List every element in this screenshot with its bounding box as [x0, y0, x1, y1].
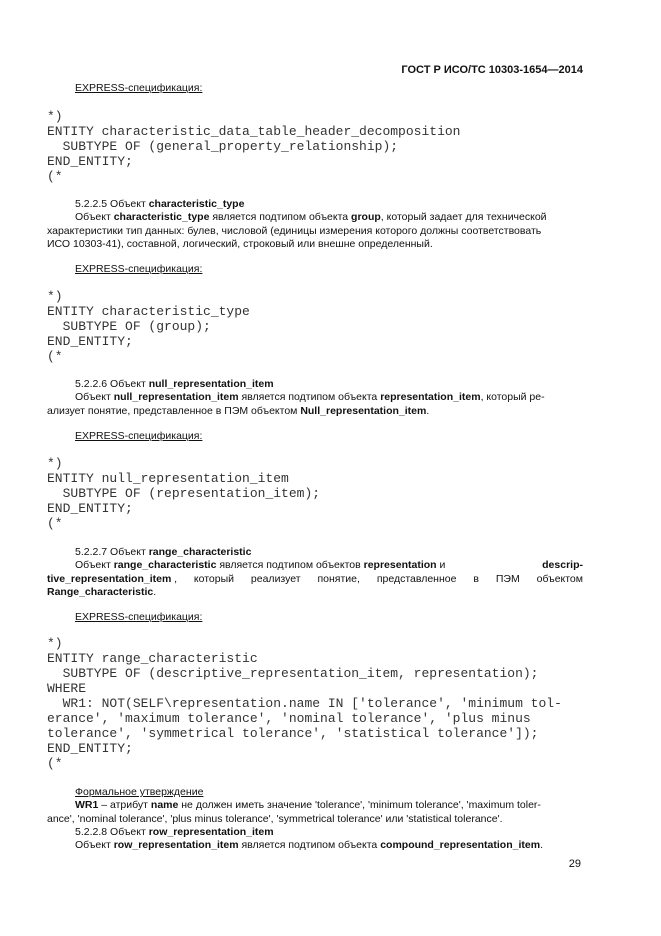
- formal-statement-label: Формальное утверждение: [75, 786, 204, 798]
- code-line: tolerance', 'symmetrical tolerance', 'statistical tolerance']);: [47, 726, 539, 741]
- code-line: ENTITY characteristic_data_table_header_decomposition: [47, 124, 461, 139]
- section-heading: 5.2.2.8 Объект row_representation_item: [75, 826, 274, 838]
- document-header: ГОСТ Р ИСО/ТС 10303-1654—2014: [401, 64, 583, 76]
- code-line: SUBTYPE OF (general_property_relationship);: [47, 139, 399, 154]
- express-label: EXPRESS-спецификация:: [75, 82, 203, 94]
- express-label: EXPRESS-спецификация:: [75, 263, 203, 275]
- page-number: 29: [568, 858, 581, 870]
- code-line: (*: [47, 756, 63, 771]
- code-line: WR1: NOT(SELF\representation.name IN ['tolerance', 'minimum tol-: [47, 696, 562, 711]
- code-line: SUBTYPE OF (representation_item);: [47, 486, 321, 501]
- section-heading: 5.2.2.7 Объект range_characteristic: [75, 546, 252, 558]
- express-label: EXPRESS-спецификация:: [75, 430, 203, 442]
- code-line: END_ENTITY;: [47, 334, 133, 349]
- code-line: SUBTYPE OF (descriptive_representation_item, representation);: [47, 666, 539, 681]
- code-line: ENTITY characteristic_type: [47, 304, 250, 319]
- code-line: (*: [47, 349, 63, 364]
- code-line: END_ENTITY;: [47, 741, 133, 756]
- code-line: *): [47, 636, 63, 651]
- code-line: (*: [47, 516, 63, 531]
- code-line: ENTITY range_characteristic: [47, 651, 258, 666]
- code-line: *): [47, 456, 63, 471]
- code-line: (*: [47, 169, 63, 184]
- paragraph: Объект range_characteristic является подтипом объектов representation и descrip- tive_representation_item , который реализует понятие, представленное в ПЭМ объектом Range_characteristic.: [47, 559, 583, 598]
- paragraph: Объект null_representation_item является подтипом объекта representation_item, который ре- ализует понятие, представленное в ПЭМ объектом Null_representation_item.: [47, 391, 545, 417]
- code-line: END_ENTITY;: [47, 154, 133, 169]
- section-heading: 5.2.2.6 Объект null_representation_item: [75, 378, 274, 390]
- code-line: SUBTYPE OF (group);: [47, 319, 211, 334]
- code-line: WHERE: [47, 681, 87, 696]
- code-line: erance', 'maximum tolerance', 'nominal tolerance', 'plus minus: [47, 711, 531, 726]
- section-heading: 5.2.2.5 Объект characteristic_type: [75, 198, 245, 210]
- code-line: ENTITY null_representation_item: [47, 471, 289, 486]
- formal-statement: WR1 – атрибут name не должен иметь значение 'tolerance', 'minimum tolerance', 'maximum toler- ance', 'nominal tolerance', 'plus minus tolerance', 'symmetrical tolerance' или 'statistical tolerance'.: [47, 799, 541, 825]
- express-label: EXPRESS-спецификация:: [75, 611, 203, 623]
- paragraph: Объект row_representation_item является подтипом объекта compound_representation_item.: [75, 839, 543, 851]
- code-line: *): [47, 109, 63, 124]
- paragraph: Объект characteristic_type является подтипом объекта group, который задает для технической характеристики тип данных: булев, числовой (единицы измерения которого должны соответствовать ИСО 10303-41), составной, логический, строковый или внешне определенный.: [47, 211, 547, 250]
- code-line: END_ENTITY;: [47, 501, 133, 516]
- code-line: *): [47, 289, 63, 304]
